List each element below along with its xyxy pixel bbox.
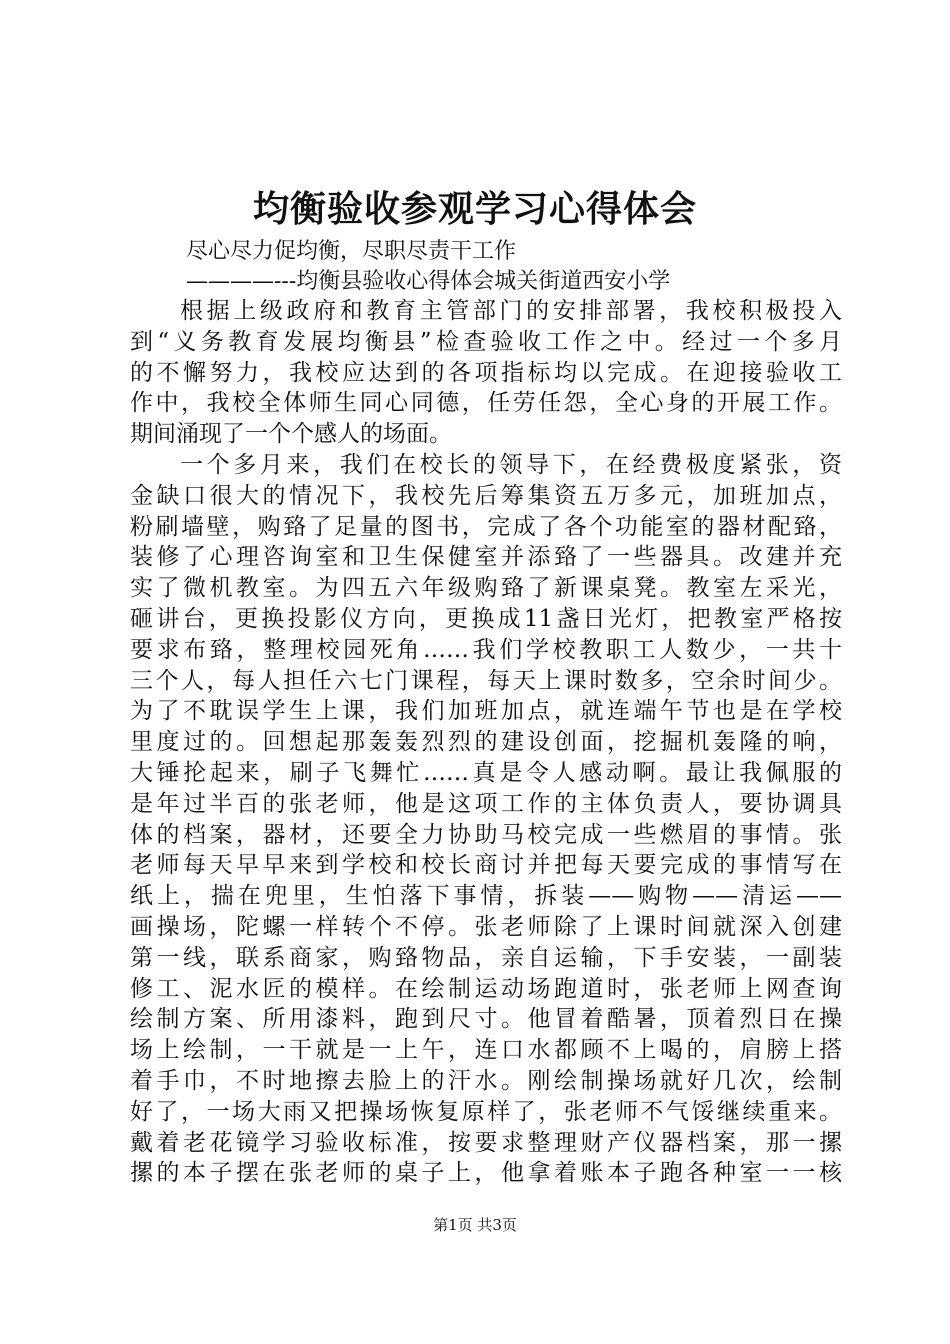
paragraph-line: 到“义务教育发展均衡县”检查验收工作之中。经过一个多月 (130, 328, 842, 355)
paragraph-line: 场上绘制，一干就是一上午，连口水都顾不上喝的，肩膀上搭 (130, 1037, 842, 1064)
paragraph-line: 三个人，每人担任六七门课程，每天上课时数多，空余时间少。 (130, 667, 842, 694)
paragraph-line: 砸讲台，更换投影仪方向，更换成11盏日光灯，把教室严格按 (130, 605, 842, 632)
paragraph-line: 为了不耽误学生上课，我们加班加点，就连端午节也是在学校 (130, 698, 842, 725)
page-footer: 第1页 共3页 (433, 1216, 517, 1234)
paragraph-line: 是年过半百的张老师，他是这项工作的主体负责人，要协调具 (130, 790, 842, 817)
paragraph-line: 老师每天早早来到学校和校长商讨并把每天要完成的事情写在 (130, 852, 842, 879)
paragraph-line: 装修了心理咨询室和卫生保健室并添臵了一些器具。改建并充 (130, 544, 842, 571)
paragraph-line: 实了微机教室。为四五六年级购臵了新课桌凳。教室左采光， (130, 575, 842, 602)
document-subtitle: 尽心尽力促均衡，尽职尽责干工作 (186, 239, 517, 264)
paragraph-line: 一个多月来，我们在校长的领导下，在经费极度紧张，资 (180, 451, 842, 478)
document-title: 均衡验收参观学习心得体会 (252, 188, 697, 230)
paragraph-line: 第一线，联系商家，购臵物品，亲自运输，下手安装，一副装 (130, 944, 842, 971)
paragraph-line: 作中，我校全体师生同心同德，任劳任怨，全心身的开展工作。 (130, 390, 842, 417)
paragraph-line: 纸上，揣在兜里，生怕落下事情，拆装——购物——清运—— (130, 883, 842, 910)
paragraph-line: 修工、泥水匠的模样。在绘制运动场跑道时，张老师上网查询 (130, 975, 842, 1002)
paragraph-line: 着手巾，不时地擦去脸上的汗水。刚绘制操场就好几次，绘制 (130, 1067, 842, 1094)
paragraph-line: 根据上级政府和教育主管部门的安排部署，我校积极投入 (180, 298, 842, 324)
document-body (130, 296, 842, 1189)
paragraph-line: 期间涌现了一个个感人的场面。 (130, 421, 452, 448)
paragraph-line: 摞的本子摆在张老师的桌子上，他拿着账本子跑各种室一一核 (130, 1160, 842, 1187)
paragraph-line: 体的档案，器材，还要全力协助马校完成一些燃眉的事情。张 (130, 821, 842, 848)
paragraph-line: 的不懈努力，我校应达到的各项指标均以完成。在迎接验收工 (130, 359, 842, 386)
paragraph-line: 大锤抡起来，刷子飞舞忙……真是令人感动啊。最让我佩服的 (130, 759, 842, 786)
paragraph-line: 要求布臵，整理校园死角……我们学校教职工人数少，一共十 (130, 636, 842, 663)
paragraph-line: 粉刷墙壁，购臵了足量的图书，完成了各个功能室的器材配臵， (130, 513, 842, 540)
paragraph-1 (130, 296, 842, 450)
paragraph-line: 绘制方案、所用漆料，跑到尺寸。他冒着酷暑，顶着烈日在操 (130, 1006, 842, 1033)
paragraph-line: 戴着老花镜学习验收标准，按要求整理财产仪器档案，那一摞 (130, 1129, 842, 1156)
paragraph-line: 金缺口很大的情况下，我校先后筹集资五万多元，加班加点， (130, 482, 842, 509)
document-byline: ————---均衡县验收心得体会城关街道西安小学 (186, 269, 671, 294)
paragraph-line: 好了，一场大雨又把操场恢复原样了，张老师不气馁继续重来。 (130, 1098, 842, 1125)
paragraph-line: 里度过的。回想起那轰轰烈烈的建设创面，挖掘机轰隆的响， (130, 729, 842, 756)
paragraph-2 (130, 450, 842, 1189)
paragraph-line: 画操场，陀螺一样转个不停。张老师除了上课时间就深入创建 (130, 913, 842, 940)
